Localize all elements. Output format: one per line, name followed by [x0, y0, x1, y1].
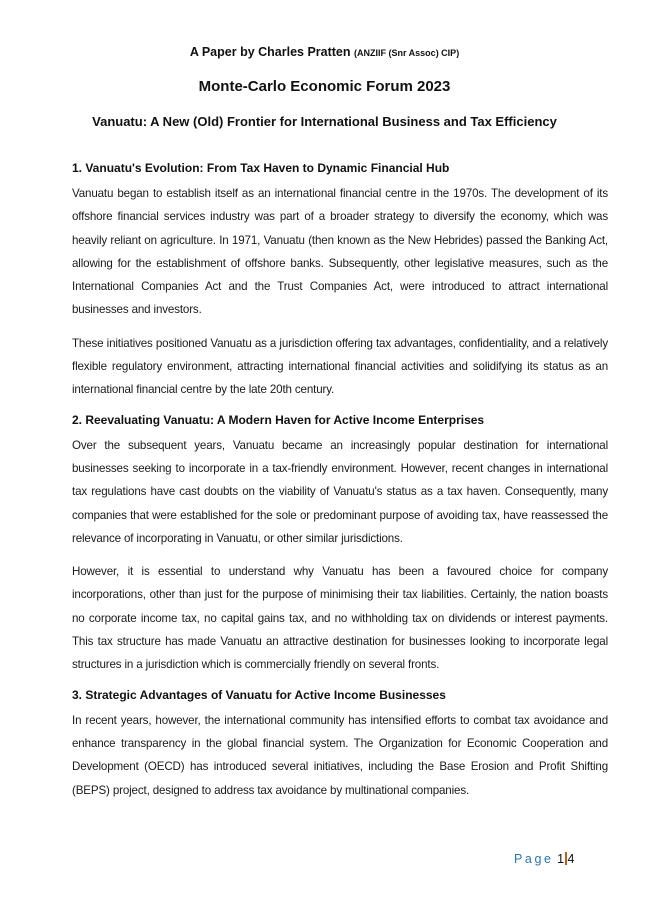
author-name: A Paper by Charles Pratten [189, 45, 351, 59]
author-credentials: (ANZIIF (Snr Assoc) CIP) [354, 48, 460, 58]
section-heading-3: 3. Strategic Advantages of Vanuatu for Active Income Businesses [72, 687, 446, 702]
section-heading-2: 2. Reevaluating Vanuatu: A Modern Haven for Active Income Enterprises [72, 412, 485, 427]
page-separator [565, 852, 567, 865]
paragraph: Over the subsequent years, Vanuatu became an increasingly popular destination for international businesses seeking to incorporate in a tax-friendly environment. However, recent changes in international tax regulations have cast doubts on the viability of Vanuatu's status as a tax haven. Consequently, many companies that were established for the sole or predominant purpose of avoiding tax, have reassessed the relevance of incorporating in Vanuatu, or other similar jurisdictions. [72, 438, 608, 545]
page-label: Page [514, 852, 554, 866]
paragraph: In recent years, however, the international community has intensified efforts to combat tax avoidance and enhance transparency in the global financial system. The Organization for Economic Cooperation and Development (OECD) has introduced several initiatives, including the Base Erosion and Profit Shifting (BEPS) project, designed to address tax avoidance by multinational companies. [72, 713, 608, 797]
paragraph: However, it is essential to understand why Vanuatu has been a favoured choice for company incorporations, other than just for the purpose of minimising their tax liabilities. Certainly, the nation boasts no corporate income tax, no capital gains tax, and no withholding tax on dividends or interest payments. This tax structure has made Vanuatu an attractive destination for businesses looking to incorporate legal structures in a jurisdiction which is commercially friendly on several fronts. [72, 565, 608, 672]
paragraph: These initiatives positioned Vanuatu as a jurisdiction offering tax advantages, confidentiality, and a relatively flexible regulatory environment, attracting international financial activities and solidifying its status as an international financial centre by the late 20th century. [72, 336, 608, 397]
document-body [72, 160, 608, 812]
current-page-number: 1 [557, 852, 565, 866]
paragraph: Vanuatu began to establish itself as an international financial centre in the 1970s. The development of its offshore financial services industry was part of a broader strategy to diversify the economy, which was heavily reliant on agriculture. In 1971, Vanuatu (then known as the New Hebrides) passed the Banking Act, allowing for the establishment of offshore banks. Subsequently, other legislative measures, such as the International Companies Act and the Trust Companies Act, were introduced to attract international businesses and investors. [72, 187, 608, 317]
section-heading-1: 1. Vanuatu's Evolution: From Tax Haven to Dynamic Financial Hub [72, 161, 450, 175]
total-pages-number: 4 [567, 852, 575, 866]
page-number-footer [514, 852, 574, 866]
paper-title: Vanuatu: A New (Old) Frontier for International Business and Tax Efficiency [92, 114, 557, 129]
author-line [0, 45, 649, 59]
event-title: Monte-Carlo Economic Forum 2023 [198, 78, 451, 95]
